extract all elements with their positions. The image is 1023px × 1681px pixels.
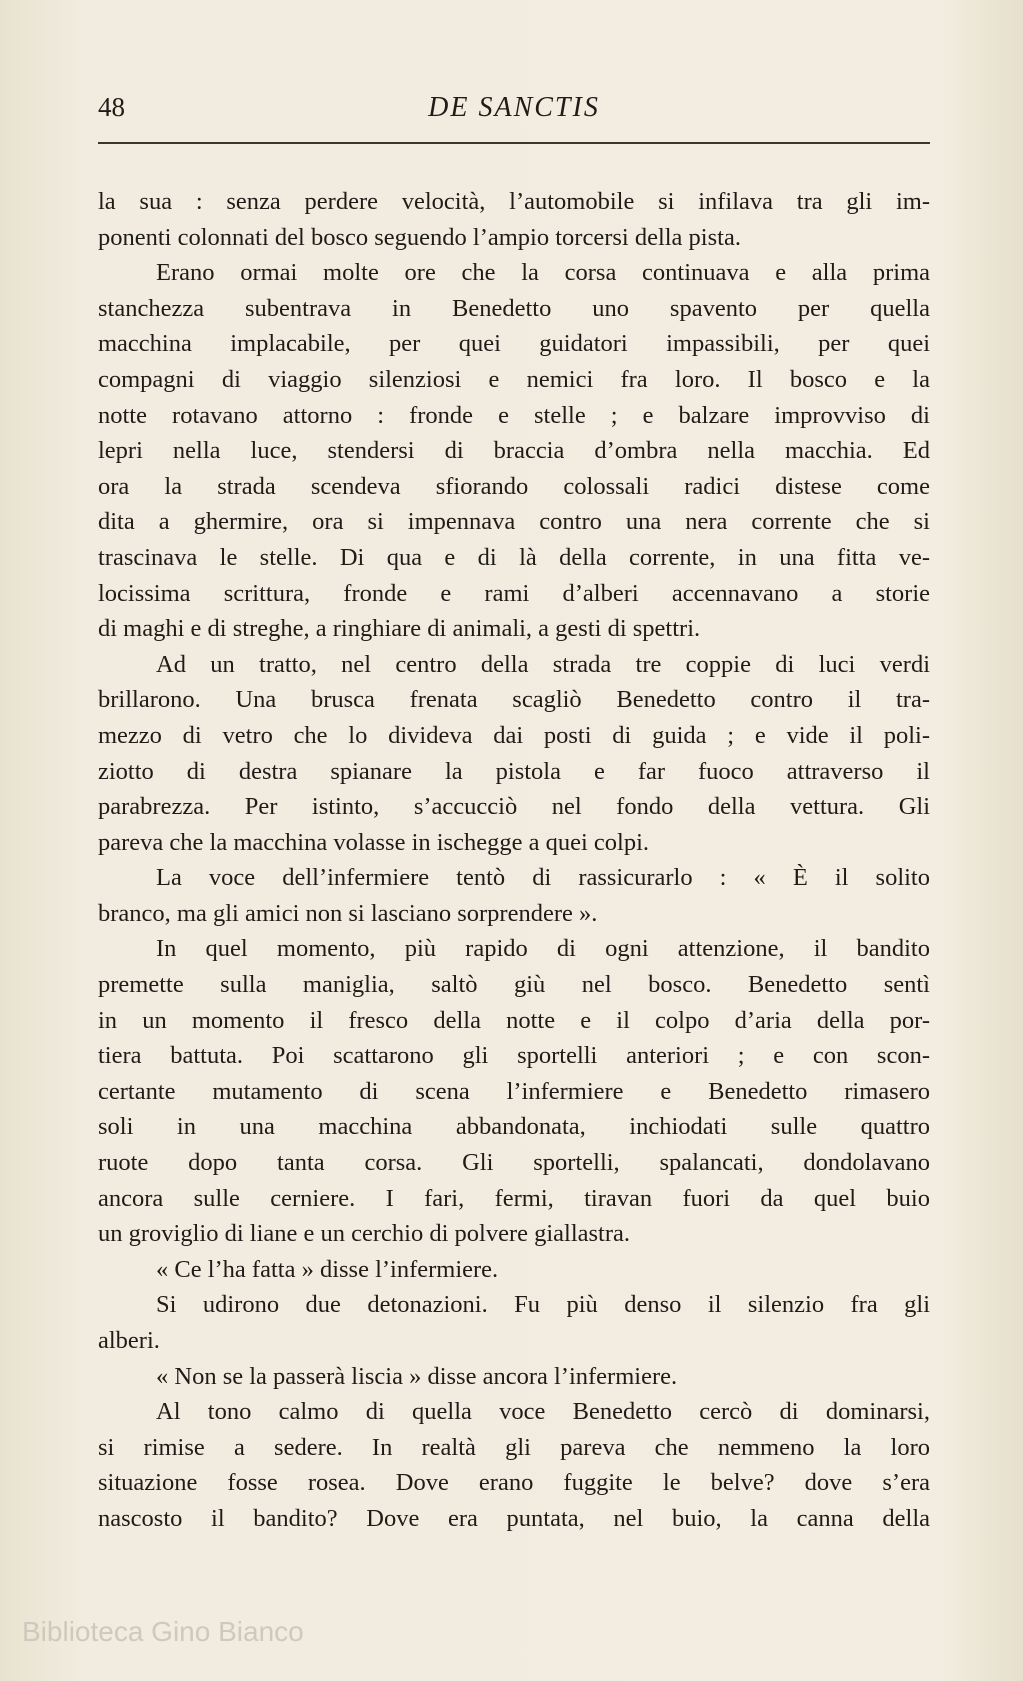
- text-line: Ad un tratto, nel centro della strada tre coppie di luci verdi: [156, 650, 930, 678]
- page-number: 48: [98, 92, 125, 122]
- text-line: dita a ghermire, ora si impennava contro una nera corrente che si: [98, 508, 930, 536]
- text-line: macchina implacabile, per quei guidatori impassibili, per quei: [98, 330, 930, 358]
- text-line: ponenti colonnati del bosco seguendo l’ampio torcersi della pista.: [98, 223, 741, 251]
- text-line: locissima scrittura, fronde e rami d’alberi accennavano a storie: [98, 579, 930, 607]
- text-line: In quel momento, più rapido di ogni attenzione, il bandito: [156, 935, 930, 963]
- text-line: un groviglio di liane e un cerchio di polvere giallastra.: [98, 1220, 631, 1248]
- text-line: nascosto il bandito? Dove era puntata, nel buio, la canna della: [98, 1504, 930, 1532]
- text-line: « Ce l’ha fatta » disse l’infermiere.: [156, 1255, 499, 1283]
- text-line: ora la strada scendeva sfiorando colossali radici distese come: [98, 472, 930, 500]
- text-line: di maghi e di streghe, a ringhiare di animali, a gesti di spettri.: [98, 615, 701, 643]
- text-line: Si udirono due detonazioni. Fu più denso il silenzio fra gli: [156, 1291, 930, 1319]
- text-line: pareva che la macchina volasse in ischegge a quei colpi.: [98, 828, 650, 856]
- text-line: si rimise a sedere. In realtà gli pareva che nemmeno la loro: [98, 1433, 930, 1461]
- text-line: lepri nella luce, stendersi di braccia d’ombra nella macchia. Ed: [98, 437, 930, 465]
- text-line: alberi.: [98, 1327, 160, 1354]
- text-line: premette sulla maniglia, saltò giù nel bosco. Benedetto sentì: [98, 971, 930, 999]
- body-text: [98, 184, 930, 1537]
- text-line: mezzo di vetro che lo divideva dai posti di guida ; e vide il poli-: [98, 721, 930, 749]
- text-line: stanchezza subentrava in Benedetto uno spavento per quella: [98, 294, 930, 322]
- library-watermark: Biblioteca Gino Bianco: [22, 1616, 304, 1647]
- text-line: La voce dell’infermiere tentò di rassicurarlo : « È il solito: [156, 864, 930, 892]
- text-line: ziotto di destra spianare la pistola e far fuoco attraverso il: [98, 757, 930, 785]
- text-line: certante mutamento di scena l’infermiere e Benedetto rimasero: [98, 1077, 930, 1105]
- running-title: DE SANCTIS: [428, 92, 600, 123]
- header-rule: [98, 142, 930, 144]
- text-line: tiera battuta. Poi scattarono gli sportelli anteriori ; e con scon-: [98, 1042, 930, 1070]
- text-line: Erano ormai molte ore che la corsa continuava e alla prima: [156, 259, 930, 287]
- text-line: brillarono. Una brusca frenata scagliò Benedetto contro il tra-: [98, 686, 930, 714]
- text-line: situazione fosse rosea. Dove erano fuggite le belve? dove s’era: [98, 1469, 930, 1497]
- text-line: in un momento il fresco della notte e il colpo d’aria della por-: [98, 1006, 930, 1034]
- text-line: ancora sulle cerniere. I fari, fermi, tiravan fuori da quel buio: [98, 1184, 930, 1212]
- text-line: Al tono calmo di quella voce Benedetto cercò di dominarsi,: [156, 1398, 930, 1426]
- page-header: [98, 92, 930, 132]
- text-line: parabrezza. Per istinto, s’accucciò nel fondo della vettura. Gli: [98, 793, 930, 821]
- text-line: la sua : senza perdere velocità, l’automobile si infilava tra gli im-: [98, 188, 930, 215]
- text-line: soli in una macchina abbandonata, inchiodati sulle quattro: [98, 1113, 930, 1141]
- text-line: notte rotavano attorno : fronde e stelle ; e balzare improvviso di: [98, 401, 930, 429]
- text-line: ruote dopo tanta corsa. Gli sportelli, spalancati, dondolavano: [98, 1149, 930, 1177]
- text-line: compagni di viaggio silenziosi e nemici fra loro. Il bosco e la: [98, 365, 930, 393]
- text-line: trascinava le stelle. Di qua e di là della corrente, in una fitta ve-: [98, 543, 930, 571]
- text-line: « Non se la passerà liscia » disse ancora l’infermiere.: [156, 1362, 678, 1390]
- text-line: branco, ma gli amici non si lasciano sorprendere ».: [98, 899, 598, 927]
